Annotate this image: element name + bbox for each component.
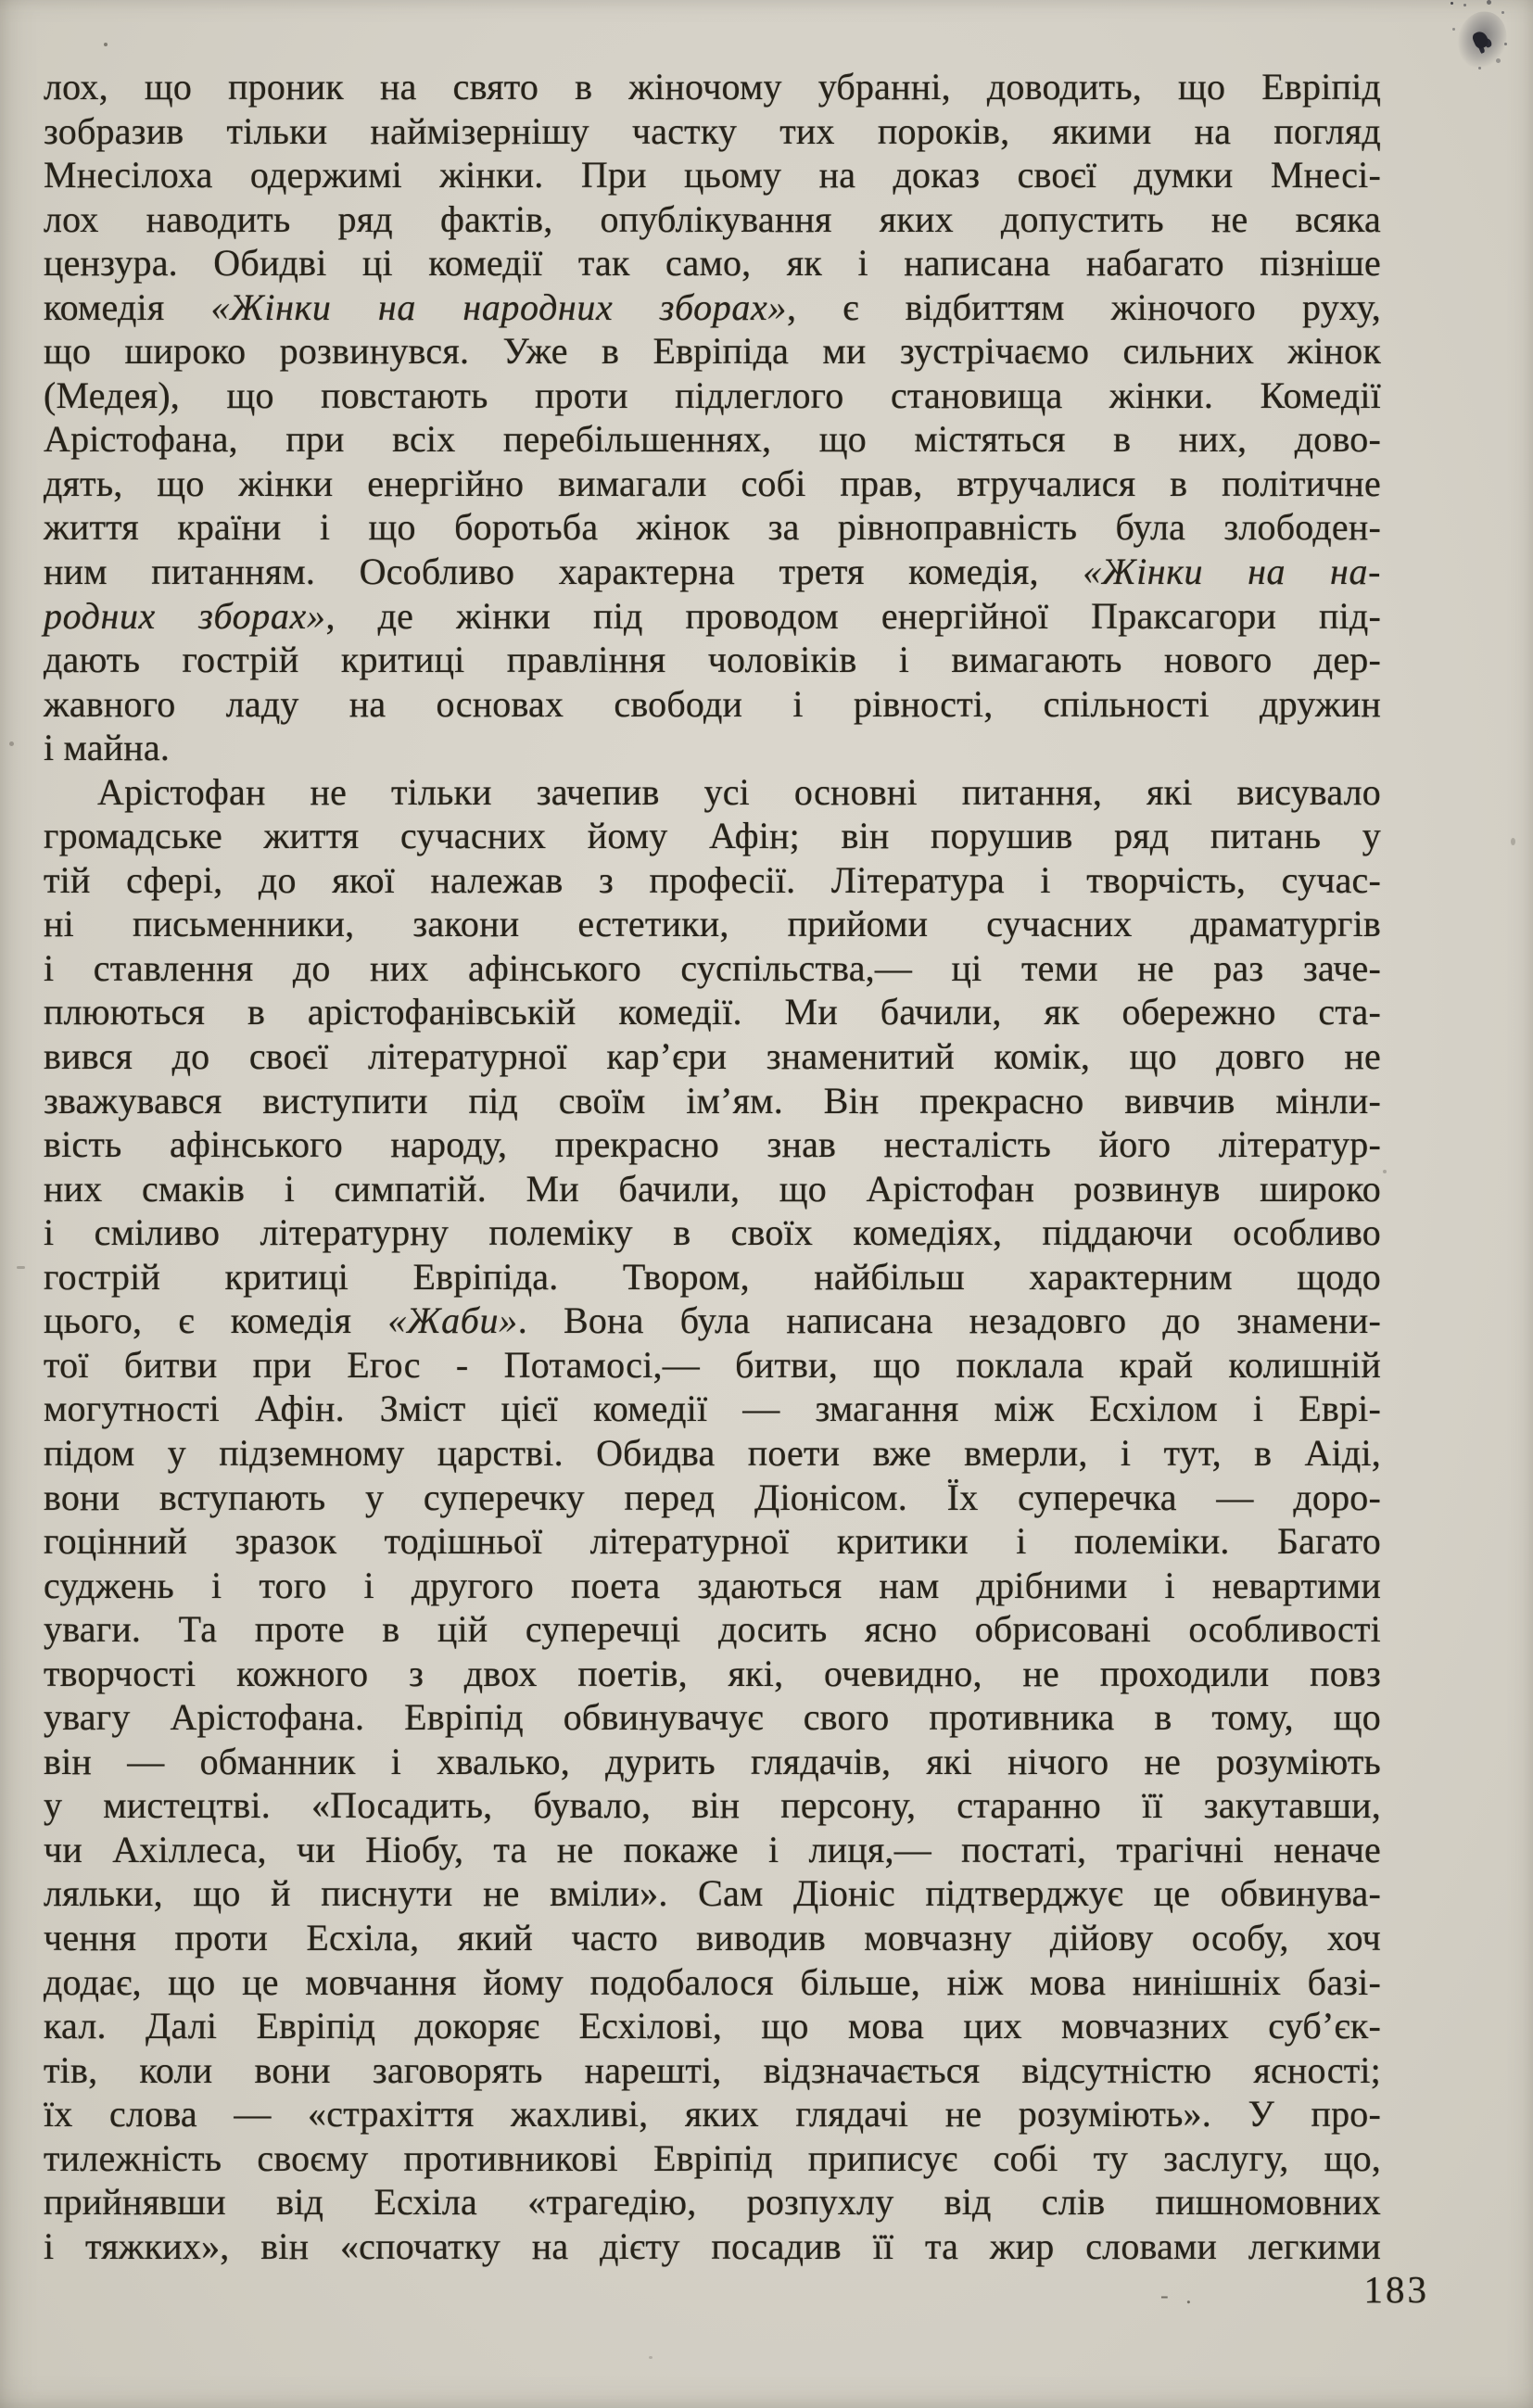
italic-run: «Жінки на на- xyxy=(1083,551,1381,593)
text-run: і сміливо літературну полеміку в своїх комедіях, піддаючи особливо xyxy=(44,1211,1381,1254)
text-run: тів, коли вони заговорять нарешті, відзначається відсутністю ясності; xyxy=(44,2048,1381,2091)
paragraph xyxy=(44,65,1381,770)
text-run: їх слова — «страхіття жахливі, яких глядачі не розуміють». У про- xyxy=(44,2093,1381,2136)
text-line xyxy=(44,726,1381,770)
text-run: ні письменники, закони естетики, прийоми сучасних драматургів xyxy=(44,903,1381,945)
text-line xyxy=(44,1740,1381,1784)
text-run: суджень і того і другого поета здаються нам дрібними і невартими xyxy=(44,1564,1381,1606)
text-line xyxy=(44,2048,1381,2093)
text-run: зважувався виступити під своїм ім’ям. Він прекрасно вивчив мінли- xyxy=(44,1079,1381,1122)
ink-smudge xyxy=(1451,2,1515,85)
text-line xyxy=(44,1519,1381,1564)
text-line xyxy=(44,2004,1381,2048)
text-line xyxy=(44,946,1381,991)
text-line xyxy=(44,197,1381,242)
text-run: чи Ахіллеса, чи Ніобу, та не покаже і лиця,— постаті, трагічні неначе xyxy=(44,1828,1381,1870)
text-run: дять, що жінки енергійно вимагали собі прав, втручалися в політичне xyxy=(44,462,1381,504)
text-run: цензура. Обидві ці комедії так само, як і написана набагато пізніше xyxy=(44,242,1381,285)
text-run: громадське життя сучасних йому Афін; він порушив ряд питань у xyxy=(44,815,1381,857)
text-line xyxy=(44,417,1381,462)
text-run: могутності Афін. Зміст цієї комедії — змагання між Есхілом і Еврі- xyxy=(44,1388,1381,1430)
text-run: плюються в арістофанівській комедії. Ми бачили, як обережно ста- xyxy=(44,991,1381,1033)
text-run: ляльки, що й писнути не вміли». Сам Діоніс підтверджує це обвинува- xyxy=(44,1872,1381,1915)
text-run: що широко розвинувся. Уже в Евріпіда ми зустрічаємо сильних жінок xyxy=(44,330,1381,373)
text-run: тої битви при Егос - Потамосі,— битви, що поклала край колишній xyxy=(44,1343,1381,1386)
text-run: цього, є комедія xyxy=(44,1299,388,1342)
text-line xyxy=(44,770,1381,815)
text-line xyxy=(44,505,1381,550)
text-line xyxy=(44,594,1381,639)
text-line xyxy=(44,65,1381,109)
text-run: життя країни і що боротьба жінок за рівноправність була злободен- xyxy=(44,506,1381,549)
text-run: гострій критиці Евріпіда. Твором, найбільш характерним щодо xyxy=(44,1255,1381,1298)
text-line xyxy=(44,550,1381,594)
text-block xyxy=(44,65,1381,2268)
text-run: уваги. Та проте в цій суперечці досить ясно обрисовані особливості xyxy=(44,1608,1381,1651)
text-line xyxy=(44,1387,1381,1431)
text-line xyxy=(44,2092,1381,2136)
text-line xyxy=(44,1695,1381,1740)
text-run: тилежність своєму противникові Евріпід приписує собі ту заслугу, що, xyxy=(44,2136,1381,2179)
paper-speck xyxy=(104,43,108,46)
text-line xyxy=(44,814,1381,858)
text-run: прийнявши від Есхіла «трагедію, розпухлу від слів пишномовних xyxy=(44,2181,1381,2224)
text-run: і тяжких», він «спочатку на дієту посадив її та жир словами легкими xyxy=(44,2224,1381,2267)
text-run: чення проти Есхіла, який часто виводив мовчазну дійову особу, хоч xyxy=(44,1916,1381,1958)
text-run: ним питанням. Особливо характерна третя комедія, xyxy=(44,551,1083,593)
text-run: тій сфері, до якої належав з професії. Література і творчість, сучас- xyxy=(44,858,1381,901)
text-line xyxy=(44,1167,1381,1211)
text-run: гоцінний зразок тодішньої літературної критики і полеміки. Багато xyxy=(44,1520,1381,1563)
text-line xyxy=(44,638,1381,682)
text-line xyxy=(44,285,1381,330)
text-line xyxy=(44,1476,1381,1520)
text-run: , є відбиттям жіночого руху, xyxy=(786,285,1381,328)
italic-run: «Жаби» xyxy=(387,1299,518,1342)
text-run: він — обманник і хвалько, дурить глядачів, які нічого не розуміють xyxy=(44,1740,1381,1782)
text-line xyxy=(44,1916,1381,1960)
text-run: лох, що проник на свято в жіночому убранні, доводить, що Евріпід xyxy=(44,66,1381,108)
paper-speck xyxy=(1383,1170,1387,1173)
text-line xyxy=(44,153,1381,197)
text-line xyxy=(44,1299,1381,1343)
text-line xyxy=(44,1607,1381,1652)
paper-speck xyxy=(1511,838,1515,845)
text-line xyxy=(44,329,1381,374)
text-run: вість афінського народу, прекрасно знав несталість його літератур- xyxy=(44,1123,1381,1166)
text-line xyxy=(44,2136,1381,2181)
text-line xyxy=(44,1960,1381,2005)
text-line xyxy=(44,2224,1381,2269)
text-line xyxy=(44,1783,1381,1828)
text-line xyxy=(44,1564,1381,1608)
text-line xyxy=(44,1034,1381,1079)
text-line xyxy=(44,1871,1381,1916)
text-line xyxy=(44,1828,1381,1872)
text-run: вився до своєї літературної кар’єри знаменитий комік, що довго не xyxy=(44,1035,1381,1078)
text-line xyxy=(44,1210,1381,1255)
text-line xyxy=(44,109,1381,154)
paper-speck xyxy=(9,741,14,746)
text-run: Арістофан не тільки зачепив усі основні питання, які висувало xyxy=(97,770,1381,813)
text-run: у мистецтві. «Посадить, бувало, він персону, старанно її закутавши, xyxy=(44,1784,1381,1827)
text-line xyxy=(44,241,1381,285)
text-line xyxy=(44,1431,1381,1476)
text-run: вони вступають у суперечку перед Діонісом. Їх суперечка — доро- xyxy=(44,1476,1381,1518)
text-run: них смаків і симпатій. Ми бачили, що Арістофан розвинув широко xyxy=(44,1167,1381,1210)
text-line xyxy=(44,990,1381,1034)
ink-smudge-core xyxy=(1471,30,1490,51)
text-run: комедія xyxy=(44,285,211,328)
text-run: кал. Далі Евріпід докоряє Есхілові, що мова цих мовчазних суб’єк- xyxy=(44,2005,1381,2047)
text-line xyxy=(44,374,1381,418)
text-run: зобразив тільки наймізернішу частку тих пороків, якими на погляд xyxy=(44,109,1381,152)
stray-mark: - . xyxy=(1160,2282,1197,2309)
ink-smudge-speckles xyxy=(1451,2,1453,5)
italic-run: родних зборах» xyxy=(44,594,326,637)
text-run: підом у підземному царстві. Обидва поети вже вмерли, і тут, в Аіді, xyxy=(44,1431,1381,1474)
text-run: увагу Арістофана. Евріпід обвинувачує свого противника в тому, що xyxy=(44,1696,1381,1739)
text-run: додає, що це мовчання йому подобалося більше, ніж мова нинішніх базі- xyxy=(44,1960,1381,2003)
text-line xyxy=(44,682,1381,727)
text-run: , де жінки під проводом енергійної Праксагори під- xyxy=(325,594,1382,637)
text-line xyxy=(44,1255,1381,1299)
ink-smudge-haze xyxy=(1451,5,1514,74)
text-run: і майна. xyxy=(44,727,171,769)
text-run: творчості кожного з двох поетів, які, очевидно, не проходили повз xyxy=(44,1652,1381,1694)
italic-run: «Жінки на народних зборах» xyxy=(210,285,787,328)
text-run: лох наводить ряд фактів, опублікування яких допустить не всяка xyxy=(44,197,1381,240)
text-line xyxy=(44,1122,1381,1167)
text-run: Арістофана, при всіх перебільшеннях, що містяться в них, дово- xyxy=(44,418,1381,461)
page-number: 183 xyxy=(1363,2268,1429,2311)
text-run: жавного ладу на основах свободи і рівності, спільності дружин xyxy=(44,682,1381,725)
text-run: Мнесілоха одержимі жінки. При цьому на доказ своєї думки Мнесі- xyxy=(44,154,1381,196)
paper-speck xyxy=(649,2356,652,2359)
text-line xyxy=(44,858,1381,903)
text-line xyxy=(44,1652,1381,1696)
text-run: (Медея), що повстають проти підлеглого становища жінки. Комедії xyxy=(44,374,1381,416)
paragraph xyxy=(44,770,1381,2269)
paper-speck xyxy=(17,1266,25,1269)
text-line xyxy=(44,1343,1381,1388)
text-line xyxy=(44,462,1381,506)
text-line xyxy=(44,2180,1381,2224)
text-run: дають гострій критиці правління чоловіків і вимагають нового дер- xyxy=(44,639,1381,681)
text-run: . Вона була написана незадовго до знамени- xyxy=(517,1299,1381,1342)
text-line xyxy=(44,902,1381,946)
text-run: і ставлення до них афінського суспільства,— ці теми не раз заче- xyxy=(44,946,1381,989)
text-line xyxy=(44,1079,1381,1123)
